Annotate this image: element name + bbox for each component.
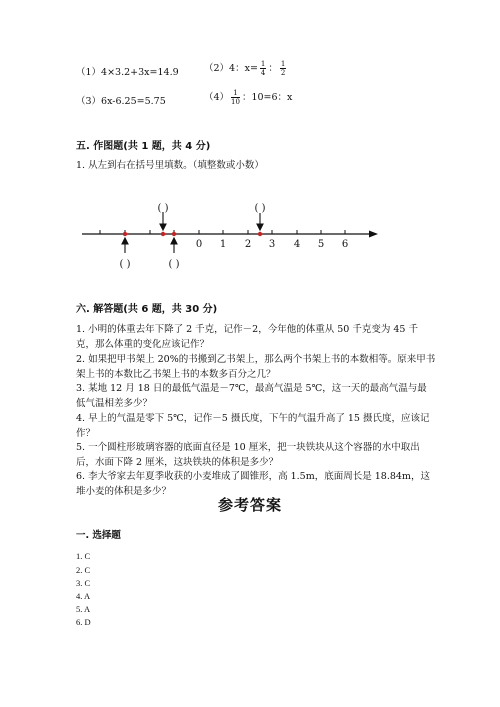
section-6-question-2: 2. 如果把甲书架上 20%的书搬到乙书架上，那么两个书架上书的本数相等。原来甲书架上书的本数比乙书架上书的本数多百分之几？ (76, 354, 436, 380)
answer-item: 5. A (76, 604, 91, 614)
point-marker-c (172, 232, 176, 236)
blank-top-2: ( ) (254, 203, 266, 214)
blank-bottom-1: ( ) (119, 259, 131, 270)
fraction-one-fourth: $\frac{1}{4}$ (260, 60, 266, 77)
answers-title: 参考答案 (217, 496, 282, 514)
section-5-question-1: 1. 从左到右在括号里填数。（填整数或小数） (76, 160, 264, 171)
number-line-arrowhead (369, 231, 378, 238)
equation-3: （3）6x-6.25=5.75 (76, 96, 166, 107)
tick-label-2: 2 (244, 239, 252, 250)
point-marker-a (123, 232, 127, 236)
fraction-one-half: $\frac{1}{2}$ (280, 60, 286, 77)
answer-item: 4. A (76, 591, 91, 601)
section-6-question-1: 1. 小明的体重去年下降了 2 千克，记作－2，今年他的体重从 50 千克变为 45 千克，那么体重的变化应该记作？ (76, 324, 418, 350)
tick-label-3: 3 (268, 239, 276, 250)
number-line-diagram (70, 195, 390, 275)
equation-4-prefix: （4） (204, 92, 230, 103)
equation-2-prefix: （2）4：x= (204, 63, 258, 74)
point-marker-d (258, 232, 262, 236)
answer-item: 3. C (76, 578, 91, 588)
section-6-question-3: 3. 某地 12 月 18 日的最低气温是－7℃，最高气温是 5℃，这一天的最高气温与最低气温相差多少？ (76, 383, 427, 409)
section-6-question-5: 5. 一个圆柱形玻璃容器的底面直径是 10 厘米，把一块铁块从这个容器的水中取出后，水面下降 2 厘米，这块铁块的体积是多少？ (76, 442, 420, 468)
section-6-question-4: 4. 早上的气温是零下 5℃，记作－5 摄氏度，下午的气温升高了 15 摄氏度，应该记作？ (76, 413, 430, 439)
equation-4: （4） $\frac{1}{10}$ ：10=6：x (204, 89, 293, 106)
answer-item: 6. D (76, 617, 91, 627)
tick-label-0: 0 (195, 239, 203, 250)
answer-item: 2. C (76, 565, 91, 575)
blank-bottom-2: ( ) (168, 259, 180, 270)
section-5-heading: 五. 作图题(共 1 题，共 4 分) (76, 141, 211, 152)
tick-label-1: 1 (219, 239, 227, 250)
answers-section-1-heading: 一. 选择题 (76, 530, 121, 541)
tick-label-6: 6 (341, 239, 349, 250)
section-6-question-6: 6. 李大爷家去年夏季收获的小麦堆成了圆锥形，高 1.5m，底面周长是 18.84m，这堆小麦的体积是多少？ (76, 471, 430, 497)
equation-1: （1）4×3.2+3x=14.9 (76, 67, 179, 78)
answer-item: 1. C (76, 551, 91, 561)
fraction-one-tenth: $\frac{1}{10}$ (231, 89, 240, 106)
tick-label-5: 5 (317, 239, 325, 250)
point-marker-b (161, 232, 165, 236)
equation-2: （2）4：x= $\frac{1}{4}$ ： $\frac{1}{2}$ (204, 60, 286, 77)
tick-label-4: 4 (293, 239, 301, 250)
section-6-heading: 六. 解答题(共 6 题，共 30 分) (76, 304, 218, 315)
blank-top-1: ( ) (157, 203, 169, 214)
